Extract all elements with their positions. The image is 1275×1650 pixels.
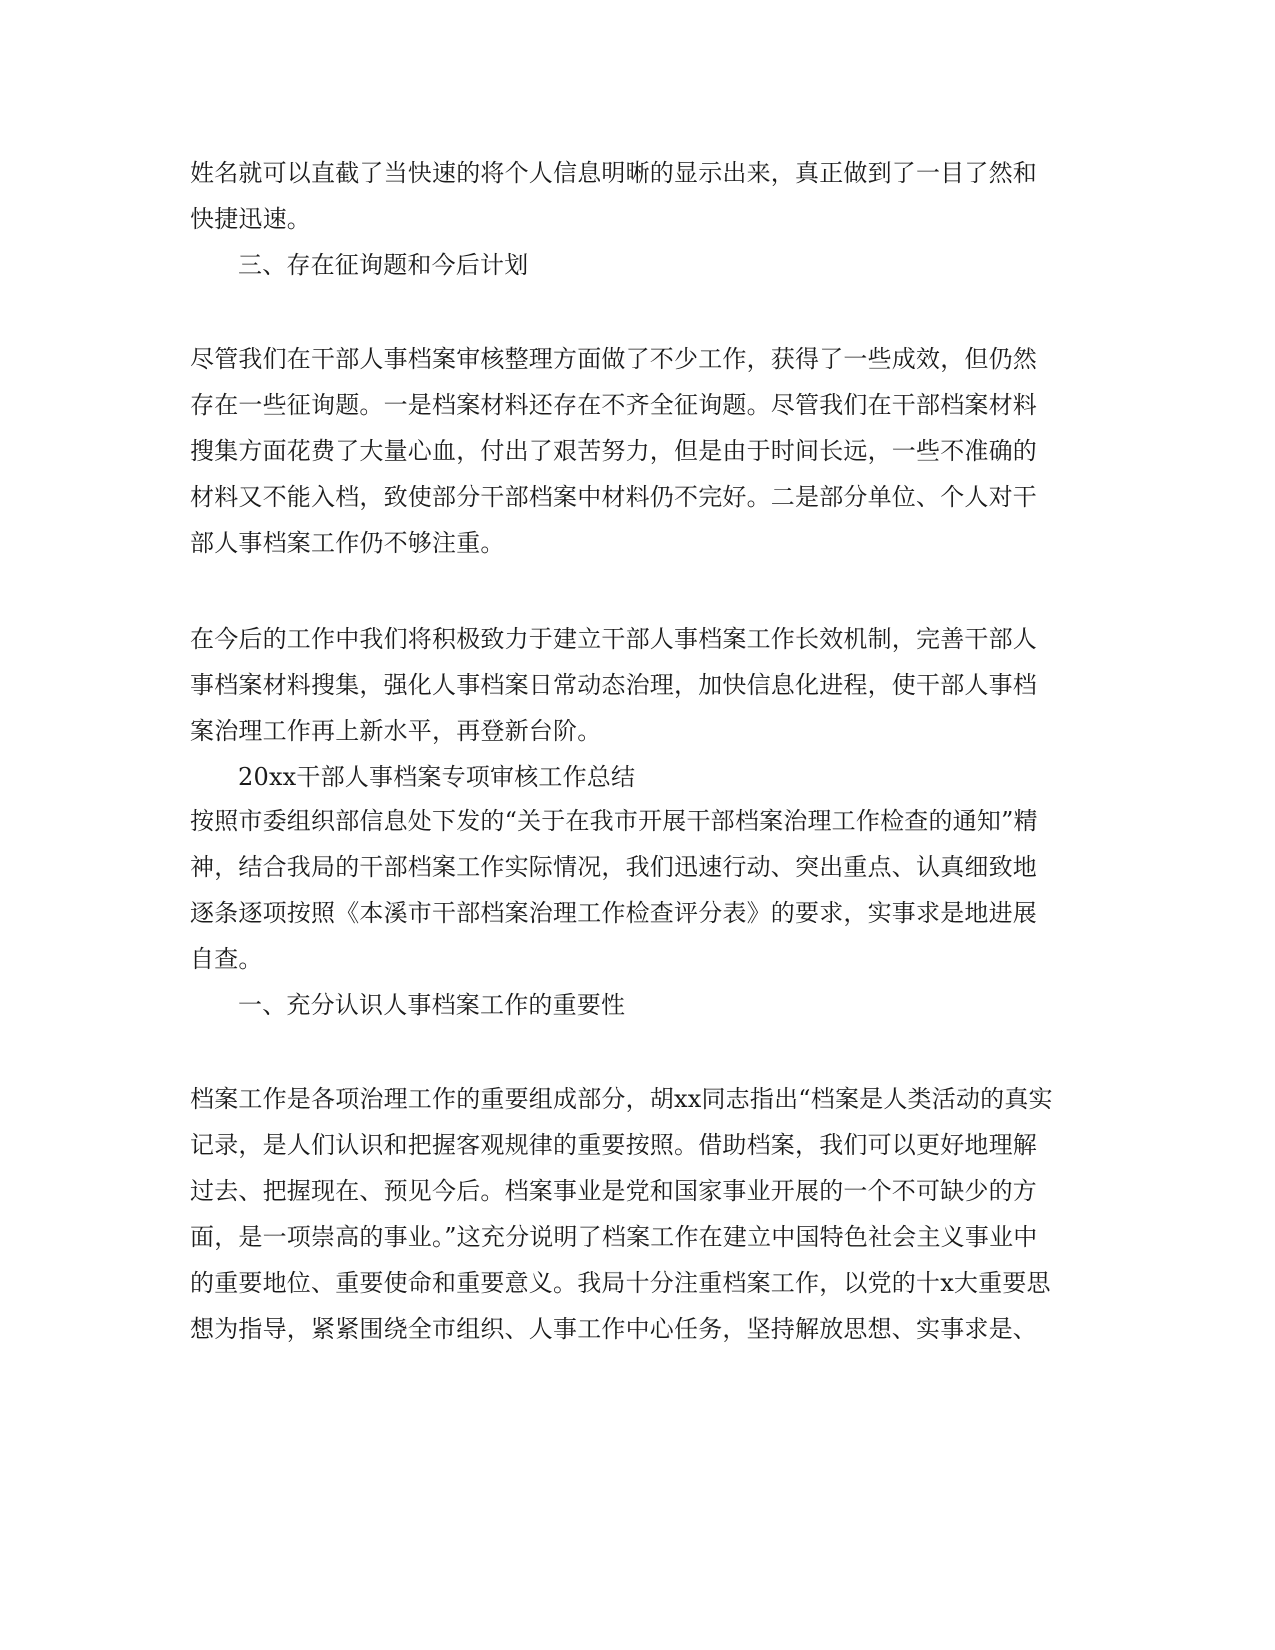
text-line: 档案工作是各项治理工作的重要组成部分，胡xx同志指出“档案是人类活动的真实 — [190, 1085, 1053, 1113]
text-line: 按照市委组织部信息处下发的“关于在我市开展干部档案治理工作检查的通知”精 — [190, 807, 1038, 835]
text-line: 案治理工作再上新水平，再登新台阶。 — [190, 717, 602, 745]
text-line: 部人事档案工作仍不够注重。 — [190, 529, 505, 557]
text-line: 的重要地位、重要使命和重要意义。我局十分注重档案工作，以党的十x大重要思 — [190, 1269, 1051, 1297]
text-line: 材料又不能入档，致使部分干部档案中材料仍不完好。二是部分单位、个人对干 — [190, 483, 1037, 511]
text-line: 快捷迅速。 — [190, 205, 311, 233]
text-line: 面，是一项崇高的事业。”这充分说明了档案工作在建立中国特色社会主义事业中 — [190, 1223, 1038, 1251]
text-line: 自查。 — [190, 945, 263, 973]
text-line: 搜集方面花费了大量心血，付出了艰苦努力，但是由于时间长远，一些不准确的 — [190, 437, 1037, 465]
document-title: 20xx干部人事档案专项审核工作总结 — [238, 763, 636, 791]
text-line: 在今后的工作中我们将积极致力于建立干部人事档案工作长效机制，完善干部人 — [190, 625, 1037, 653]
text-line: 逐条逐项按照《本溪市干部档案治理工作检查评分表》的要求，实事求是地进展 — [190, 899, 1037, 927]
text-line: 记录，是人们认识和把握客观规律的重要按照。借助档案，我们可以更好地理解 — [190, 1131, 1037, 1159]
text-line: 神，结合我局的干部档案工作实际情况，我们迅速行动、突出重点、认真细致地 — [190, 853, 1037, 881]
text-line: 存在一些征询题。一是档案材料还存在不齐全征询题。尽管我们在干部档案材料 — [190, 391, 1037, 419]
text-line: 事档案材料搜集，强化人事档案日常动态治理，加快信息化进程，使干部人事档 — [190, 671, 1037, 699]
section-heading: 一、充分认识人事档案工作的重要性 — [238, 991, 626, 1019]
section-heading: 三、存在征询题和今后计划 — [238, 251, 529, 279]
text-line: 想为指导，紧紧围绕全市组织、人事工作中心任务，坚持解放思想、实事求是、 — [190, 1315, 1037, 1343]
text-line: 尽管我们在干部人事档案审核整理方面做了不少工作，获得了一些成效，但仍然 — [190, 345, 1037, 373]
text-line: 姓名就可以直截了当快速的将个人信息明晰的显示出来，真正做到了一目了然和 — [190, 159, 1037, 187]
text-line: 过去、把握现在、预见今后。档案事业是党和国家事业开展的一个不可缺少的方 — [190, 1177, 1037, 1205]
